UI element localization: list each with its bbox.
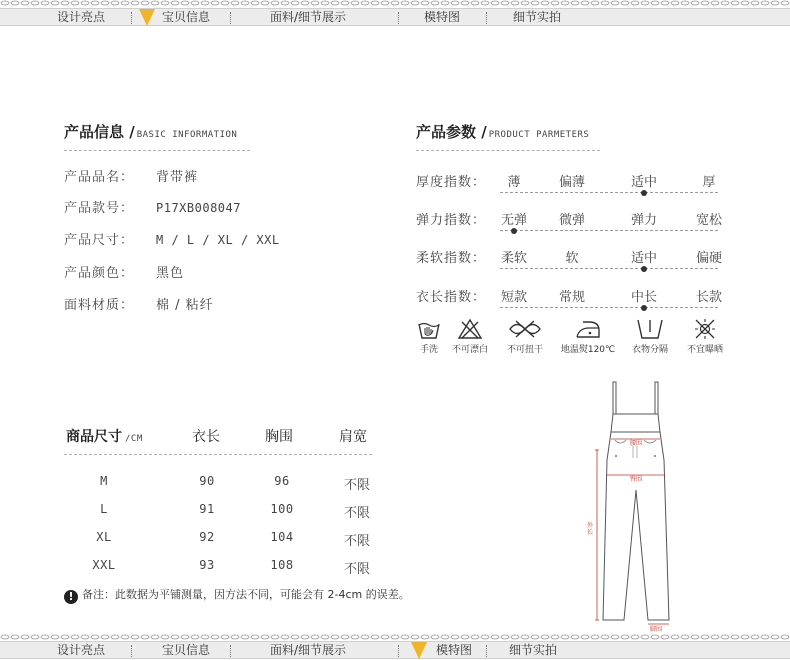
care-label: 地温熨120℃ (560, 345, 616, 355)
info-title (64, 121, 237, 142)
chest-cell: 104 (270, 530, 294, 544)
size-cell: L (100, 502, 108, 516)
length-cell: 93 (199, 558, 215, 572)
title-slash: / (476, 123, 487, 141)
size-cell: XL (96, 530, 112, 544)
bottom-nav-bar (0, 641, 790, 659)
param-option: 偏薄 (558, 175, 585, 190)
param-indicator (641, 266, 647, 272)
nav-divider (230, 12, 231, 24)
top-nav-model[interactable]: 模特图 (424, 10, 461, 24)
param-track (500, 268, 718, 269)
wash-separately-icon (635, 318, 665, 340)
param-option: 偏硬 (695, 251, 722, 266)
diagram-label-waist: 腰围 (630, 440, 643, 447)
no-sun-icon (692, 318, 718, 340)
param-option: 适中 (630, 175, 657, 190)
info-label: 产品尺寸： (64, 233, 135, 248)
no-bleach-icon (457, 318, 483, 340)
size-cell: XXL (92, 558, 116, 572)
param-option: 软 (565, 251, 579, 266)
bottom-nav-info[interactable]: 宝贝信息 (162, 643, 211, 657)
diagram-label-hem: 脚围 (650, 626, 663, 633)
nav-divider (131, 645, 132, 657)
param-option: 中长 (630, 290, 657, 305)
note-text: 备注：此数据为平铺测量，因方法不同，可能会有 2-4cm 的误差。 (82, 588, 410, 601)
info-subtitle: BASIC INFORMATION (136, 130, 238, 140)
info-divider (64, 150, 250, 151)
param-option: 柔软 (500, 251, 527, 266)
care-item (677, 318, 733, 355)
chest-cell: 100 (270, 502, 294, 516)
col-header-length: 衣长 (192, 429, 220, 445)
param-option: 短款 (500, 290, 527, 305)
param-indicator (511, 228, 517, 234)
param-indicator (641, 305, 647, 311)
info-label: 面料材质： (64, 298, 135, 313)
note (64, 586, 410, 604)
nav-divider (486, 12, 487, 24)
bottom-nav-detail[interactable]: 细节实拍 (509, 643, 558, 657)
diagram-label-length: 外长 (587, 522, 594, 536)
param-option: 宽松 (695, 213, 722, 228)
param-indicator (641, 190, 647, 196)
col-header-chest: 胸围 (265, 429, 293, 445)
bottom-nav-design[interactable]: 设计亮点 (57, 643, 106, 657)
top-nav-detail[interactable]: 细节实拍 (513, 10, 562, 24)
care-label: 手洗 (419, 345, 438, 355)
info-row-name (64, 166, 198, 185)
params-subtitle: PRODUCT PARMETERS (488, 130, 590, 140)
param-label: 衣长指数： (416, 290, 487, 305)
overalls-diagram (580, 380, 690, 633)
shoulder-cell: 不限 (343, 478, 370, 493)
param-option: 厚 (702, 175, 716, 190)
nav-divider (486, 645, 487, 657)
care-item (622, 318, 678, 355)
top-nav-fabric[interactable]: 面料/细节展示 (270, 10, 347, 24)
param-option: 常规 (558, 290, 585, 305)
nav-divider (131, 12, 132, 24)
title-slash: / (124, 123, 135, 141)
size-table-title (66, 426, 143, 446)
param-option: 弹力 (630, 213, 657, 228)
length-cell: 90 (199, 474, 215, 488)
care-item (442, 318, 498, 355)
info-title-text: 产品信息 (64, 123, 125, 141)
chest-cell: 96 (274, 474, 290, 488)
top-nav-bar (0, 8, 790, 26)
chest-cell: 108 (270, 558, 294, 572)
info-label: 产品品名： (64, 170, 135, 185)
param-label: 弹力指数： (416, 213, 487, 228)
hand-wash-icon (416, 318, 442, 340)
col-header-shoulder: 肩宽 (339, 429, 367, 445)
info-value: 黑色 (156, 266, 185, 281)
param-option: 微弹 (558, 213, 585, 228)
param-label: 柔软指数： (416, 251, 487, 266)
care-item (560, 318, 616, 355)
param-track (500, 192, 718, 193)
size-cell: M (100, 474, 108, 488)
params-divider (416, 150, 600, 151)
info-value: 背带裤 (156, 170, 199, 185)
care-label: 不宜曝晒 (686, 345, 723, 355)
shoulder-cell: 不限 (343, 506, 370, 521)
param-option: 薄 (507, 175, 521, 190)
chain-pattern (0, 0, 790, 6)
low-iron-icon (573, 318, 603, 340)
top-nav-info[interactable]: 宝贝信息 (162, 10, 211, 24)
size-table-unit: /CM (125, 434, 143, 444)
length-cell: 91 (199, 502, 215, 516)
nav-divider (398, 645, 399, 657)
info-value: M / L / XL / XXL (156, 233, 280, 247)
param-option: 适中 (630, 251, 657, 266)
params-title (416, 121, 589, 142)
length-cell: 92 (199, 530, 215, 544)
params-title-text: 产品参数 (416, 123, 477, 141)
info-value: P17XB008047 (156, 201, 241, 215)
care-label: 不可漂白 (451, 345, 488, 355)
param-track (500, 307, 718, 308)
care-item (497, 318, 553, 355)
bottom-nav-fabric[interactable]: 面料/细节展示 (270, 643, 347, 657)
no-wring-icon (508, 318, 542, 340)
param-track (500, 230, 718, 231)
bottom-nav-model[interactable]: 模特图 (436, 643, 473, 657)
diagram-label-hip: 臀围 (630, 476, 643, 483)
size-table-title-text: 商品尺寸 (66, 429, 122, 445)
info-label: 产品款号： (64, 201, 135, 216)
care-label: 不可扭干 (506, 345, 543, 355)
warning-icon: ! (64, 590, 78, 604)
care-label: 衣物分隔 (631, 345, 668, 355)
info-label: 产品颜色： (64, 266, 135, 281)
info-row-sku (64, 197, 241, 216)
info-value: 棉 / 粘纤 (156, 298, 214, 313)
nav-divider (398, 12, 399, 24)
chain-pattern (0, 634, 790, 640)
top-nav-design[interactable]: 设计亮点 (57, 10, 106, 24)
shoulder-cell: 不限 (343, 534, 370, 549)
info-row-color (64, 262, 184, 281)
size-table-divider (64, 454, 372, 455)
overalls-illustration (580, 380, 690, 630)
param-label: 厚度指数： (416, 175, 487, 190)
param-option: 无弹 (500, 213, 527, 228)
top-nav-active-marker (139, 9, 155, 26)
top-chain-border (0, 0, 790, 6)
info-row-material (64, 294, 214, 313)
bottom-nav-active-marker (411, 642, 427, 659)
info-row-size (64, 229, 280, 248)
shoulder-cell: 不限 (343, 562, 370, 577)
nav-divider (230, 645, 231, 657)
param-option: 长款 (695, 290, 722, 305)
bottom-chain-border (0, 634, 790, 640)
